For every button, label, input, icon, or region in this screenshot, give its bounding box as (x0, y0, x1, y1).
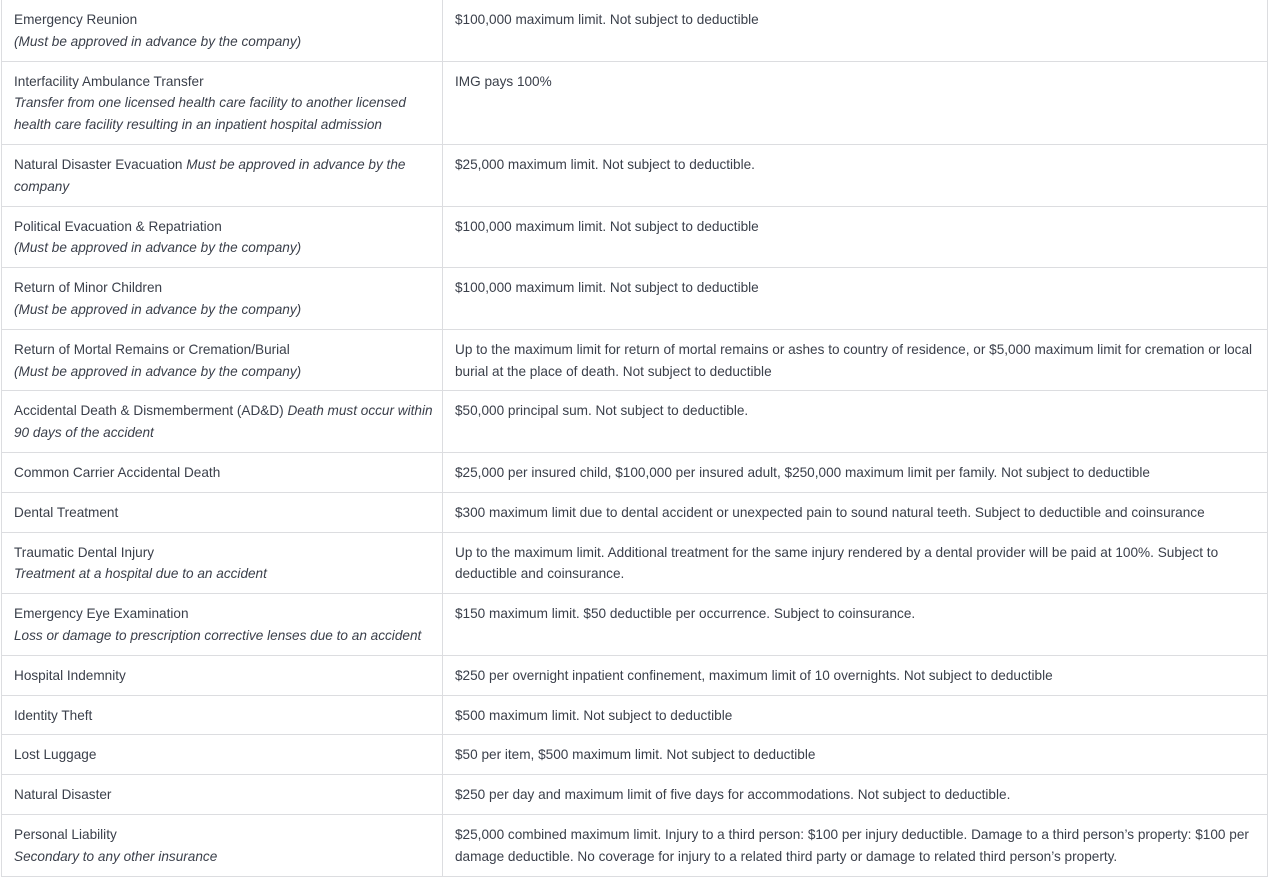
table-row (2, 532, 1268, 594)
benefit-note: Secondary to any other insurance (14, 848, 218, 864)
benefit-name: Political Evacuation & Repatriation (14, 218, 222, 234)
benefit-name: Emergency Eye Examination (14, 606, 189, 622)
benefit-cell (2, 452, 443, 492)
benefit-cell (2, 594, 443, 656)
coverage-cell (443, 655, 1268, 695)
benefit-cell (2, 144, 443, 206)
benefit-name: Personal Liability (14, 826, 117, 842)
coverage-cell (443, 452, 1268, 492)
coverage-text: Up to the maximum limit. Additional treatment for the same injury rendered by a dental provider will be paid at 100%. Subject to deductible and coinsurance. (455, 544, 1219, 582)
coverage-text: $300 maximum limit due to dental accident or unexpected pain to sound natural teeth. Subject to deductible and coinsurance (455, 504, 1205, 520)
table-row (2, 594, 1268, 656)
benefit-note: Treatment at a hospital due to an accident (14, 566, 267, 582)
coverage-cell (443, 814, 1268, 876)
coverage-text: $25,000 maximum limit. Not subject to deductible. (455, 156, 755, 172)
benefit-cell (2, 61, 443, 144)
coverage-text: $250 per overnight inpatient confinement, maximum limit of 10 overnights. Not subject to deductible (455, 667, 1053, 683)
benefit-cell (2, 0, 443, 61)
benefit-cell (2, 206, 443, 268)
coverage-cell (443, 0, 1268, 61)
table-row (2, 492, 1268, 532)
coverage-text: $50 per item, $500 maximum limit. Not subject to deductible (455, 747, 816, 763)
benefit-cell (2, 695, 443, 735)
coverage-cell (443, 532, 1268, 594)
benefit-note: (Must be approved in advance by the company) (14, 301, 302, 317)
benefit-note: (Must be approved in advance by the company) (14, 240, 302, 256)
table-row (2, 329, 1268, 391)
coverage-cell (443, 144, 1268, 206)
benefit-name: Natural Disaster (14, 787, 112, 803)
benefit-name: Common Carrier Accidental Death (14, 464, 221, 480)
benefit-name: Interfacility Ambulance Transfer (14, 73, 204, 89)
benefit-note: (Must be approved in advance by the company) (14, 363, 302, 379)
benefit-note: Must be approved in advance by the company (14, 156, 406, 194)
benefit-name: Return of Mortal Remains or Cremation/Burial (14, 341, 290, 357)
coverage-text: $100,000 maximum limit. Not subject to deductible (455, 12, 759, 27)
table-row (2, 0, 1268, 61)
coverage-cell (443, 391, 1268, 453)
benefit-cell (2, 775, 443, 815)
benefit-note: (Must be approved in advance by the company) (14, 33, 302, 49)
coverage-cell (443, 594, 1268, 656)
coverage-text: $25,000 per insured child, $100,000 per insured adult, $250,000 maximum limit per family. Not subject to deductible (455, 464, 1150, 480)
benefits-table (1, 0, 1268, 877)
table-row (2, 144, 1268, 206)
table-row (2, 61, 1268, 144)
table-row (2, 391, 1268, 453)
coverage-text: IMG pays 100% (455, 73, 552, 89)
coverage-text: Up to the maximum limit for return of mortal remains or ashes to country of residence, or $5,000 maximum limit for cremation or local burial at the place of death. Not subject to deductible (455, 341, 1253, 379)
benefit-note: Death must occur within 90 days of the accident (14, 403, 433, 441)
benefit-name: Hospital Indemnity (14, 667, 126, 683)
coverage-text: $50,000 principal sum. Not subject to deductible. (455, 403, 749, 419)
coverage-cell (443, 492, 1268, 532)
table-row (2, 695, 1268, 735)
coverage-cell (443, 268, 1268, 330)
benefit-note: Transfer from one licensed health care facility to another licensed health care facility resulting in an inpatient hospital admission (14, 95, 406, 133)
benefit-cell (2, 329, 443, 391)
coverage-cell (443, 695, 1268, 735)
benefit-name: Emergency Reunion (14, 12, 138, 27)
table-row (2, 452, 1268, 492)
benefit-name: Identity Theft (14, 707, 93, 723)
coverage-text: $500 maximum limit. Not subject to deductible (455, 707, 733, 723)
coverage-cell (443, 775, 1268, 815)
benefit-cell (2, 735, 443, 775)
table-body (2, 0, 1268, 876)
benefit-cell (2, 268, 443, 330)
benefit-name: Accidental Death & Dismemberment (AD&D) (14, 403, 284, 419)
coverage-text: $250 per day and maximum limit of five days for accommodations. Not subject to deductible. (455, 787, 1011, 803)
benefit-cell (2, 532, 443, 594)
benefit-name: Return of Minor Children (14, 280, 163, 296)
table-row (2, 735, 1268, 775)
benefit-name: Traumatic Dental Injury (14, 544, 155, 560)
table-row (2, 206, 1268, 268)
benefit-name: Dental Treatment (14, 504, 119, 520)
table-row (2, 268, 1268, 330)
coverage-cell (443, 206, 1268, 268)
benefit-name: Natural Disaster Evacuation (14, 156, 183, 172)
table-row (2, 655, 1268, 695)
benefit-cell (2, 655, 443, 695)
coverage-text: $100,000 maximum limit. Not subject to deductible (455, 218, 759, 234)
coverage-text: $100,000 maximum limit. Not subject to deductible (455, 280, 759, 296)
coverage-cell (443, 61, 1268, 144)
benefit-note: Loss or damage to prescription corrective lenses due to an accident (14, 627, 422, 643)
benefit-cell (2, 814, 443, 876)
coverage-cell (443, 329, 1268, 391)
benefit-cell (2, 391, 443, 453)
benefit-name: Lost Luggage (14, 747, 97, 763)
coverage-text: $25,000 combined maximum limit. Injury to a third person: $100 per injury deductible. Damage to a third person’s property: $100 per damage deductible. No coverage for injury to a related third party or damage to related third person’s property. (455, 826, 1249, 864)
coverage-cell (443, 735, 1268, 775)
benefit-cell (2, 492, 443, 532)
coverage-text: $150 maximum limit. $50 deductible per occurrence. Subject to coinsurance. (455, 606, 916, 622)
table-row (2, 775, 1268, 815)
table-row (2, 814, 1268, 876)
